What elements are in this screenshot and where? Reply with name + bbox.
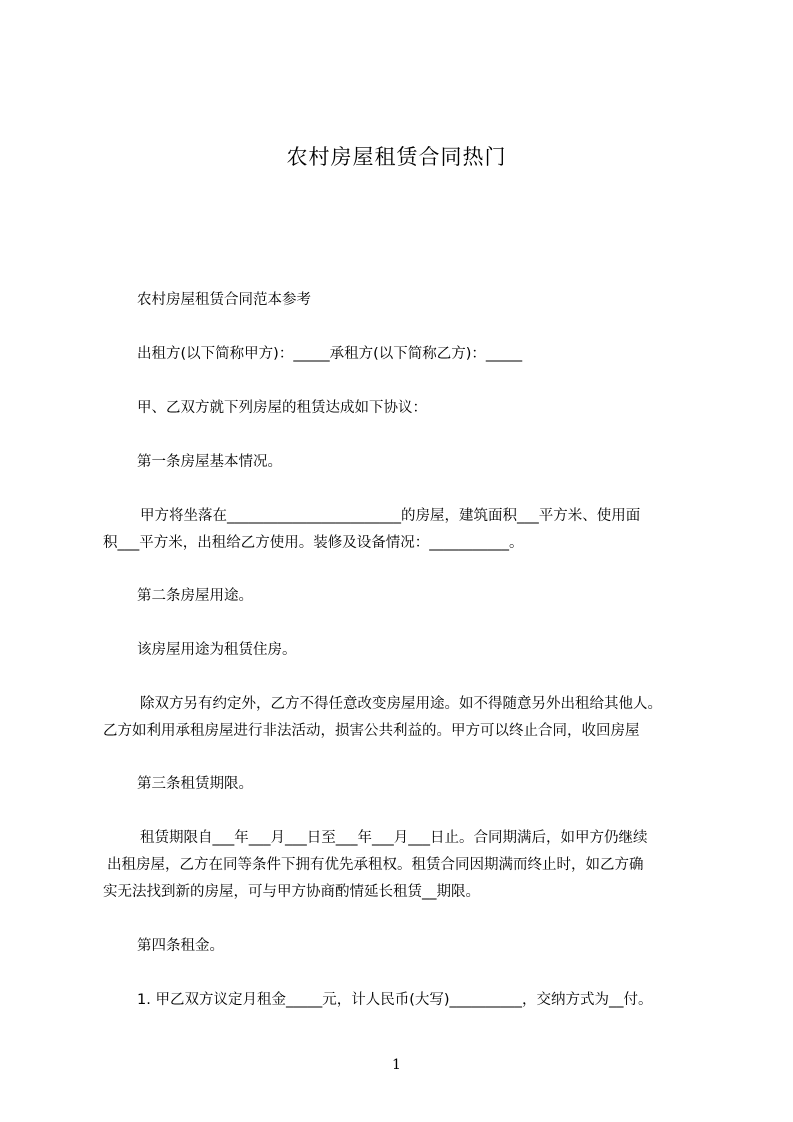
article2-paragraph1: 该房屋用途为租赁住房。 (137, 642, 297, 658)
page-number: 1 (392, 1057, 401, 1073)
article3-line3: 实无法找到新的房屋，可与甲方协商酌情延长租赁__期限。 (103, 884, 480, 900)
document-title: 农村房屋租赁合同热门 (286, 145, 507, 169)
article1-line1: 甲方将坐落在________________________的房屋，建筑面积___平方米、使用面 (140, 508, 641, 524)
document-subtitle: 农村房屋租赁合同范本参考 (137, 292, 311, 308)
article3-line1: 租赁期限自___年___月___日至___年___月___日止。合同期满后，如甲方仍继续 (140, 830, 648, 846)
article2-paragraph2-line2: 乙方如利用承租房屋进行非法活动，损害公共利益的。甲方可以终止合同，收回房屋 (103, 723, 640, 739)
article4-item1: 1. 甲乙双方议定月租金_____元，计人民币(大写)__________，交纳方式为__付。 (137, 992, 653, 1008)
article1-line2: 积___平方米，出租给乙方使用。装修及设备情况：___________。 (103, 535, 524, 551)
intro-paragraph: 甲、乙双方就下列房屋的租赁达成如下协议： (137, 400, 427, 416)
article3-heading: 第三条租赁期限。 (137, 776, 253, 792)
article3-line2: 出租房屋，乙方在同等条件下拥有优先承租权。租赁合同因期满而终止时，如乙方确 (107, 857, 644, 873)
parties-line: 出租方(以下简称甲方)：_____承租方(以下简称乙方)：_____ (137, 346, 523, 362)
article2-heading: 第二条房屋用途。 (137, 588, 253, 604)
article4-heading: 第四条租金。 (137, 938, 224, 954)
article1-heading: 第一条房屋基本情况。 (137, 454, 282, 470)
article2-paragraph2-line1: 除双方另有约定外，乙方不得任意改变房屋用途。如不得随意另外出租给其他人。 (140, 696, 662, 712)
